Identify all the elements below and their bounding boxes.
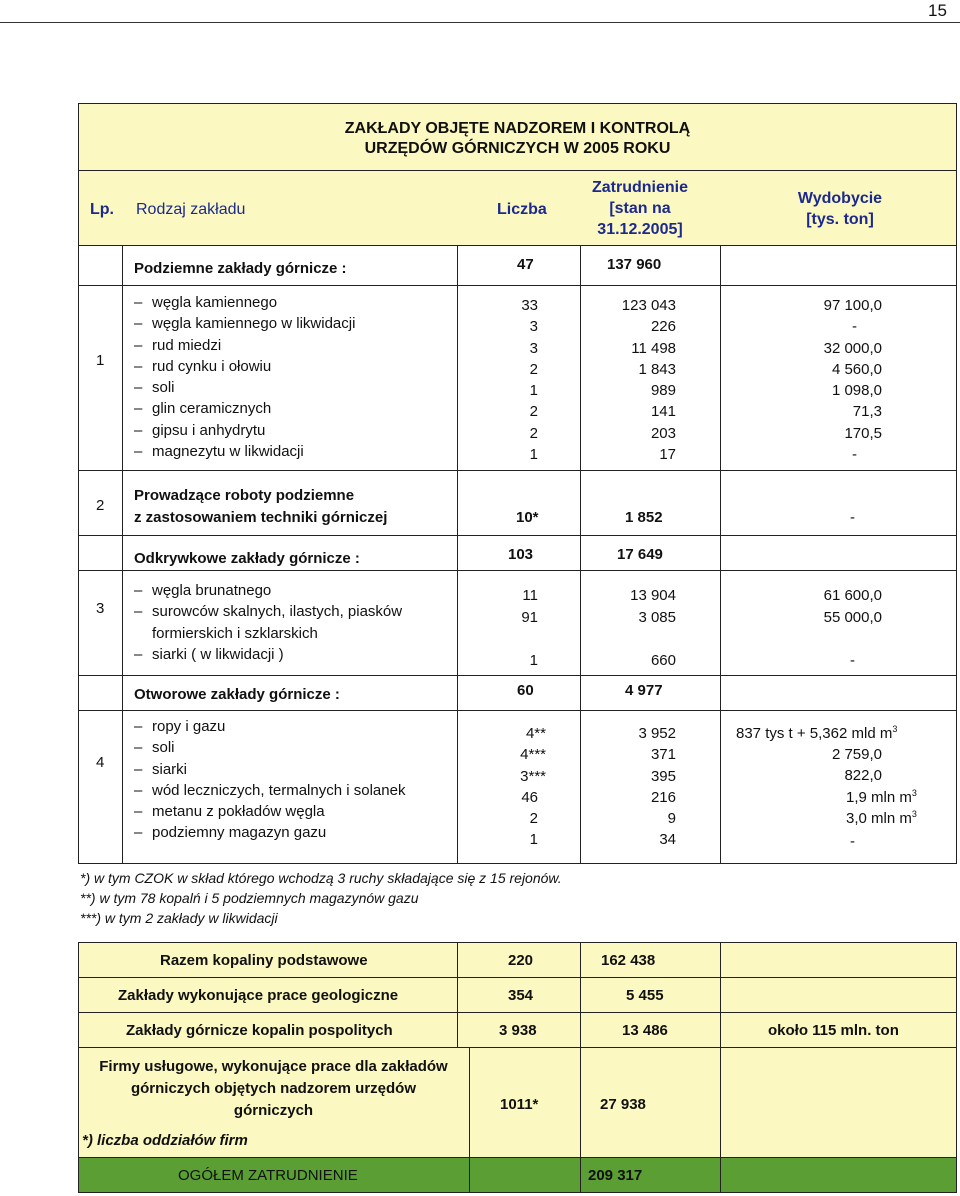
header-liczba: Liczba — [497, 201, 547, 218]
top-rule — [0, 22, 960, 23]
header-lp: Lp. — [90, 201, 114, 218]
section1-zatrudnienie: 137 960 — [607, 256, 662, 273]
footnote-1: *) w tym CZOK w skład którego wchodzą 3 ruchy składające się z 15 rejonów. — [80, 870, 562, 886]
cell-zatrudnienie: 216 — [650, 788, 676, 806]
section1-lp: 1 — [96, 352, 105, 369]
cell-liczba: 3 — [529, 339, 538, 357]
cell-liczba: 3 — [529, 318, 538, 336]
list-item: – metanu z pokładów węgla — [134, 803, 325, 821]
section4-zatrudnienie: 4 977 — [625, 682, 663, 699]
list-item: – surowców skalnych, ilastych, piasków — [134, 603, 403, 621]
cell-wydobycie: 55 000,0 — [823, 609, 882, 626]
cell-zatrudnienie: 226 — [650, 318, 676, 336]
summary-divider — [580, 942, 581, 978]
section2-liczba: 10* — [516, 509, 539, 526]
section1-title: Podziemne zakłady górnicze : — [134, 260, 347, 277]
section1-liczba: 47 — [517, 256, 534, 273]
cell-wydobycie: 1,9 mln $m^3$ — [846, 788, 917, 806]
cell-liczba: 1 — [529, 446, 538, 464]
summary-divider — [720, 1012, 721, 1048]
header-zatrudnienie-3: 31.12.2005] — [597, 221, 683, 238]
list-item: formierskich i szklarskich — [152, 624, 318, 642]
grid-h5 — [78, 710, 957, 711]
summary-wydobycie: około 115 mln. ton — [768, 1022, 899, 1039]
page-number: 15 — [928, 1, 947, 20]
grid-h4 — [78, 675, 957, 676]
cell-zatrudnienie: 371 — [650, 746, 676, 764]
summary-zatrudnienie: 13 486 — [622, 1022, 668, 1039]
section2-zatrudnienie: 1 852 — [625, 509, 663, 526]
header-zatrudnienie-1: Zatrudnienie — [591, 179, 688, 196]
grid-h1 — [78, 285, 957, 286]
cell-zatrudnienie: 11 498 — [631, 339, 676, 357]
summary-zatrudnienie: 5 455 — [626, 987, 664, 1004]
section4-liczba: 60 — [517, 682, 534, 699]
section3-liczba: 103 — [508, 546, 534, 563]
list-item: – wód leczniczych, termalnych i solanek — [134, 781, 406, 799]
grid-h6 — [78, 570, 957, 571]
firmy-note: *) liczba oddziałów firm — [82, 1132, 248, 1149]
section1-liczba-col — [490, 295, 538, 465]
cell-liczba: 33 — [521, 297, 538, 314]
total-divider — [720, 1157, 721, 1193]
cell-zatrudnienie: 13 904 — [630, 587, 676, 604]
cell-liczba: 1 — [529, 652, 538, 669]
summary-label: Zakłady górnicze kopalin pospolitych — [126, 1022, 393, 1039]
firmy-label-2: górniczych objętych nadzorem urzędów — [130, 1080, 417, 1097]
cell-liczba: 11 — [522, 587, 538, 604]
cell-wydobycie: 97 100,0 — [823, 297, 882, 314]
grid-v2 — [457, 245, 458, 864]
summary-divider — [457, 1012, 458, 1048]
section2-title-line2: z zastosowaniem techniki górniczej — [134, 509, 388, 526]
title-divider — [78, 170, 957, 171]
grid-v3 — [580, 245, 581, 864]
list-item: – węgla kamiennego — [134, 294, 278, 311]
firmy-divider — [580, 1047, 581, 1158]
cell-liczba: 2 — [529, 403, 538, 421]
list-item: – soli — [134, 379, 175, 397]
summary-divider — [457, 942, 458, 978]
grid-h2 — [78, 470, 957, 471]
cell-zatrudnienie: 34 — [659, 831, 676, 849]
list-item: – gipsu i anhydrytu — [134, 421, 266, 439]
cell-liczba: 4*** — [520, 746, 546, 764]
cell-wydobycie: 3,0 mln $m^3$ — [846, 809, 917, 827]
cell-wydobycie: 61 600,0 — [823, 587, 882, 604]
summary-divider — [720, 942, 721, 978]
section4-lp: 4 — [96, 754, 105, 771]
firmy-liczba: 1011* — [500, 1096, 539, 1113]
summary-label: Razem kopaliny podstawowe — [160, 952, 368, 969]
cell-zatrudnienie: 203 — [650, 424, 676, 442]
total-label: OGÓŁEM ZATRUDNIENIE — [178, 1167, 358, 1184]
section4-items — [134, 716, 454, 844]
summary-label: Zakłady wykonujące prace geologiczne — [118, 987, 399, 1004]
list-item: – siarki — [134, 760, 188, 778]
cell-wydobycie: 822,0 — [844, 767, 882, 784]
list-item: – rud cynku i ołowiu — [134, 357, 272, 375]
cell-zatrudnienie: 660 — [650, 652, 676, 669]
list-item: – magnezytu w likwidacji — [134, 443, 304, 461]
cell-wydobycie: - — [850, 833, 855, 850]
cell-zatrudnienie: 141 — [650, 403, 676, 421]
section3-lp: 3 — [96, 600, 105, 617]
cell-wydobycie: - — [850, 652, 855, 669]
cell-wydobycie: 170,5 — [844, 424, 882, 442]
cell-wydobycie: 837 tys t + 5,362 mld $m^3$ — [736, 724, 898, 742]
section3-zatrudnienie: 17 649 — [617, 546, 663, 563]
cell-liczba: 2 — [529, 424, 538, 442]
firmy-zatrudnienie: 27 938 — [600, 1096, 646, 1113]
section2-title-line1: Prowadzące roboty podziemne — [134, 487, 355, 504]
section4-liczba-col — [490, 723, 546, 851]
section1-wydobycie-col — [760, 295, 882, 465]
cell-liczba: 1 — [529, 831, 538, 849]
cell-liczba: 2 — [529, 360, 538, 378]
firmy-divider — [469, 1047, 470, 1158]
cell-zatrudnienie: 395 — [650, 767, 676, 785]
cell-wydobycie: - — [852, 446, 857, 464]
grid-v1 — [122, 245, 123, 864]
header-zatrudnienie-2: [stan na — [609, 200, 671, 217]
cell-liczba: 3*** — [520, 767, 546, 785]
cell-zatrudnienie: 17 — [659, 446, 676, 464]
summary-zatrudnienie: 162 438 — [601, 952, 656, 969]
section1-items — [134, 292, 454, 462]
summary-divider — [580, 1012, 581, 1048]
cell-zatrudnienie: 989 — [650, 382, 676, 400]
section2-lp: 2 — [96, 497, 105, 514]
cell-liczba: 2 — [529, 810, 538, 828]
cell-wydobycie: 2 759,0 — [831, 746, 882, 763]
section2-wydobycie: - — [850, 509, 855, 526]
list-item: – węgla kamiennego w likwidacji — [134, 315, 356, 333]
cell-wydobycie: - — [852, 318, 857, 336]
summary-divider — [457, 977, 458, 1013]
firmy-label-1: Firmy usługowe, wykonujące prace dla zakładów — [99, 1058, 448, 1075]
cell-zatrudnienie: 3 952 — [638, 725, 676, 742]
cell-zatrudnienie: 1 843 — [638, 360, 676, 378]
cell-liczba: 1 — [529, 382, 538, 400]
list-item: – podziemny magazyn gazu — [134, 824, 327, 842]
cell-wydobycie: 1 098,0 — [831, 382, 882, 400]
cell-liczba: 91 — [521, 609, 538, 626]
header-wydobycie-1: Wydobycie — [797, 190, 883, 207]
list-item: – ropy i gazu — [134, 718, 226, 735]
header-wydobycie-2: [tys. ton] — [806, 211, 874, 228]
footnote-2: **) w tym 78 kopalń i 5 podziemnych magazynów gazu — [80, 890, 419, 906]
summary-liczba: 354 — [508, 987, 534, 1004]
cell-liczba: 46 — [521, 788, 538, 806]
list-item: – węgla brunatnego — [134, 582, 272, 599]
cell-wydobycie: 4 560,0 — [831, 360, 882, 378]
firmy-label-3: górniczych — [233, 1102, 314, 1119]
header-rodzaj: Rodzaj zakładu — [136, 201, 246, 218]
summary-liczba: 220 — [508, 952, 534, 969]
cell-wydobycie: 71,3 — [852, 403, 882, 421]
total-value: 209 317 — [588, 1167, 643, 1184]
cell-zatrudnienie: 3 085 — [638, 609, 676, 626]
firmy-divider — [720, 1047, 721, 1158]
cell-liczba: 4** — [525, 725, 546, 742]
list-item: – soli — [134, 739, 175, 757]
section3-items — [134, 580, 454, 665]
section1-zatrudnienie-col — [590, 295, 676, 465]
section4-title: Otworowe zakłady górnicze : — [134, 686, 340, 703]
cell-zatrudnienie: 123 043 — [621, 297, 676, 314]
summary-liczba: 3 938 — [499, 1022, 537, 1039]
grid-v4 — [720, 245, 721, 864]
table-title-line2: URZĘDÓW GÓRNICZYCH W 2005 ROKU — [364, 140, 671, 157]
list-item: – siarki ( w likwidacji ) — [134, 645, 284, 663]
cell-zatrudnienie: 9 — [667, 810, 676, 828]
section3-title: Odkrywkowe zakłady górnicze : — [134, 550, 360, 567]
footnote-3: ***) w tym 2 zakłady w likwidacji — [80, 910, 278, 926]
cell-wydobycie: 32 000,0 — [823, 339, 882, 357]
total-divider — [469, 1157, 470, 1193]
section4-zatrudnienie-col — [590, 723, 676, 851]
list-item: – glin ceramicznych — [134, 400, 272, 418]
grid-h3 — [78, 535, 957, 536]
total-divider — [580, 1157, 581, 1193]
summary-divider — [720, 977, 721, 1013]
summary-divider — [580, 977, 581, 1013]
list-item: – rud miedzi — [134, 336, 222, 354]
table-title-line1: ZAKŁADY OBJĘTE NADZOREM I KONTROLĄ — [344, 120, 691, 137]
